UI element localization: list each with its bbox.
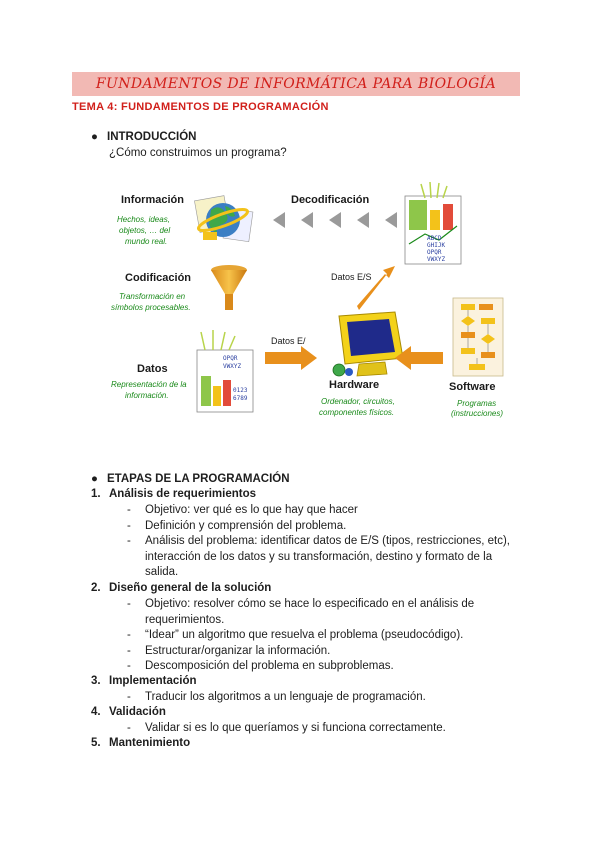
bullet-icon: ● (91, 131, 98, 143)
list-item-text: Traducir los algoritmos a un lenguaje de programación. (145, 691, 426, 703)
funnel-icon (211, 265, 247, 310)
informacion-desc-3: mundo real. (125, 237, 168, 246)
step-title-text: Implementación (109, 675, 197, 687)
dash-icon: - (127, 629, 131, 641)
datos-es-top-label: Datos E/S (331, 272, 372, 282)
datos-desc-2: información. (125, 391, 169, 400)
grid-text-6: VWXYZ (223, 363, 242, 370)
etapas-heading-text: ETAPAS DE LA PROGRAMACIÓN (107, 473, 290, 485)
list-item (129, 534, 524, 581)
list-item-text: Objetivo: resolver cómo se hace lo especificado en el análisis de requerimientos. (145, 598, 475, 626)
hardware-desc-2: componentes físicos. (319, 408, 395, 417)
intro-heading (91, 131, 196, 143)
list-item (129, 503, 524, 519)
arrow-right-icon (265, 346, 317, 370)
step-number: 5. (91, 737, 101, 749)
step-title-text: Validación (109, 706, 166, 718)
grid-text-4: VWXYZ (427, 256, 446, 263)
dash-icon: - (127, 722, 131, 734)
diagram-svg (105, 180, 505, 425)
step-number: 4. (91, 706, 101, 718)
list-item-text: Descomposición del problema en subproblemas. (145, 660, 394, 672)
informacion-desc-1: Hechos, ideas, (117, 215, 170, 224)
dash-icon: - (127, 535, 131, 547)
grid-text-8: 6789 (233, 395, 248, 402)
codificacion-desc-2: símbolos procesables. (111, 303, 191, 312)
arrow-left-icon (395, 346, 443, 370)
datos-desc-1: Representación de la (111, 380, 187, 389)
step-title-text: Mantenimiento (109, 737, 191, 749)
dash-icon: - (127, 520, 131, 532)
informacion-desc-2: objetos, … del (119, 226, 171, 235)
dash-icon: - (127, 598, 131, 610)
step-2-title (91, 582, 271, 594)
topic-title: TEMA 4: FUNDAMENTOS DE PROGRAMACIÓN (72, 101, 329, 113)
list-item (129, 597, 524, 628)
list-item (129, 519, 524, 535)
dash-icon: - (127, 691, 131, 703)
datos-es-left-label: Datos E/ (271, 336, 306, 346)
datos-title: Datos (137, 363, 168, 375)
document-title-banner (72, 72, 520, 96)
software-title: Software (449, 381, 496, 393)
list-item (129, 659, 524, 675)
computer-monitor-icon (333, 312, 403, 376)
dash-icon: - (127, 504, 131, 516)
hardware-desc-1: Ordenador, circuitos, (321, 397, 395, 406)
step-1-title (91, 488, 256, 500)
list-item-text: Definición y comprensión del problema. (145, 520, 347, 532)
grid-text-5: OPQR (223, 355, 238, 362)
codificacion-title: Codificación (125, 272, 192, 284)
step-5-title (91, 737, 190, 749)
informacion-title: Información (121, 194, 184, 206)
hardware-title: Hardware (329, 379, 380, 391)
programming-process-diagram (105, 180, 505, 425)
list-item-text: Estructurar/organizar la información. (145, 645, 331, 657)
flowchart-icon (453, 298, 503, 376)
step-title-text: Análisis de requerimientos (109, 488, 256, 500)
software-desc-2: (instrucciones) (451, 409, 504, 418)
globe-documents-icon (194, 196, 253, 242)
codificacion-desc-1: Transformación en (119, 292, 186, 301)
step-number: 2. (91, 582, 101, 594)
step-4-title (91, 706, 166, 718)
list-item-text: Objetivo: ver qué es lo que hay que hacer (145, 504, 358, 516)
list-item (129, 628, 524, 644)
grid-text-2: GHIJK (427, 242, 446, 249)
step-3-title (91, 675, 197, 687)
software-desc-1: Programas (457, 399, 497, 408)
data-sheet-top-icon (405, 182, 461, 264)
intro-heading-text: INTRODUCCIÓN (107, 131, 197, 143)
decodificacion-title: Decodificación (291, 194, 370, 206)
step-number: 1. (91, 488, 101, 500)
banner-title: FUNDAMENTOS DE INFORMÁTICA PARA BIOLOGÍA (95, 76, 497, 92)
decoding-arrows (273, 212, 397, 228)
list-item (129, 690, 524, 706)
list-item (129, 721, 524, 737)
intro-question: ¿Cómo construimos un programa? (109, 147, 287, 159)
step-number: 3. (91, 675, 101, 687)
grid-text-3: OPQR (427, 249, 442, 256)
dash-icon: - (127, 660, 131, 672)
dash-icon: - (127, 645, 131, 657)
list-item-text: Análisis del problema: identificar datos de E/S (tipos, restricciones, etc), interacción de los datos y su transformación, destino y formato de la salida. (145, 535, 510, 578)
list-item (129, 644, 524, 660)
bullet-icon: ● (91, 473, 98, 485)
list-item-text: Validar si es lo que queríamos y si funciona correctamente. (145, 722, 446, 734)
list-item-text: “Idear” un algoritmo que resuelva el problema (pseudocódigo). (145, 629, 464, 641)
data-sheet-left-icon (197, 330, 253, 412)
step-title-text: Diseño general de la solución (109, 582, 272, 594)
grid-text-1: ABCD (427, 235, 442, 242)
grid-text-7: 0123 (233, 387, 248, 394)
etapas-heading (91, 473, 290, 485)
